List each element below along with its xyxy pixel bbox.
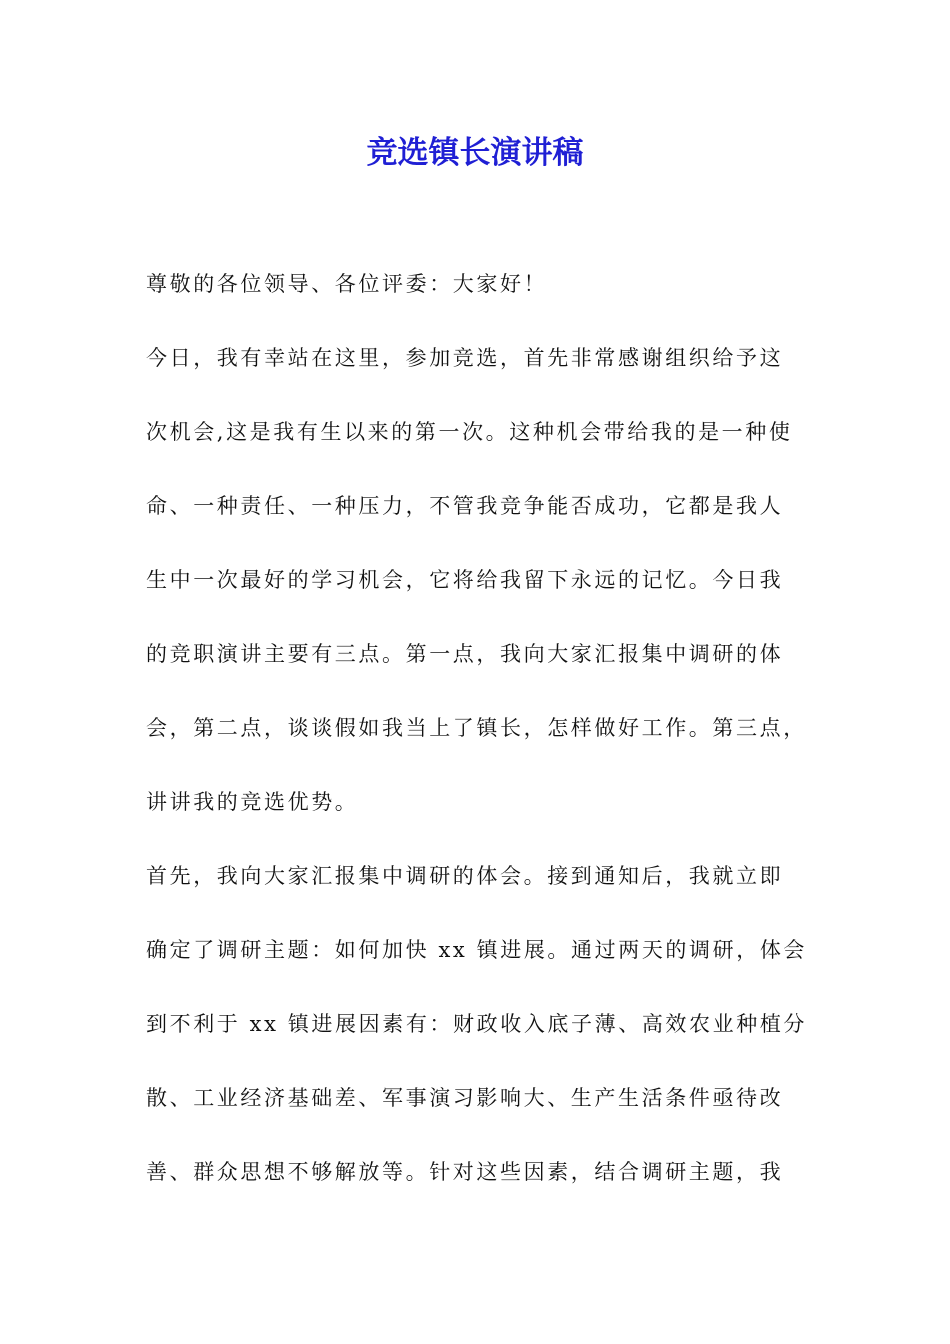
text-line: 首先，我向大家汇报集中调研的体会。接到通知后，我就立即 [146,864,784,888]
text-line: 生中一次最好的学习机会，它将给我留下永远的记忆。今日我 [146,568,784,592]
text-line: 今日，我有幸站在这里，参加竞选，首先非常感谢组织给予这 [146,346,784,370]
text-line: 散、工业经济基础差、军事演习影响大、生产生活条件亟待改 [146,1086,784,1110]
text-line: 会，第二点，谈谈假如我当上了镇长，怎样做好工作。第三点， [146,716,807,740]
text-line: 命、一种责任、一种压力，不管我竞争能否成功，它都是我人 [146,494,784,518]
text-line: 善、群众思想不够解放等。针对这些因素，结合调研主题，我 [146,1160,784,1184]
text-line: 讲讲我的竞选优势。 [146,790,359,814]
document-title: 竞选镇长演讲稿 [366,135,584,171]
text-line: 确定了调研主题：如何加快 xx 镇进展。通过两天的调研，体会 [146,938,808,962]
document-body [146,261,818,1223]
text-line: 尊敬的各位领导、各位评委：大家好！ [146,272,548,296]
text-line: 次机会,这是我有生以来的第一次。这种机会带给我的是一种使 [146,420,793,444]
text-line: 的竞职演讲主要有三点。第一点，我向大家汇报集中调研的体 [146,642,784,666]
text-line: 到不利于 xx 镇进展因素有：财政收入底子薄、高效农业种植分 [146,1012,808,1036]
